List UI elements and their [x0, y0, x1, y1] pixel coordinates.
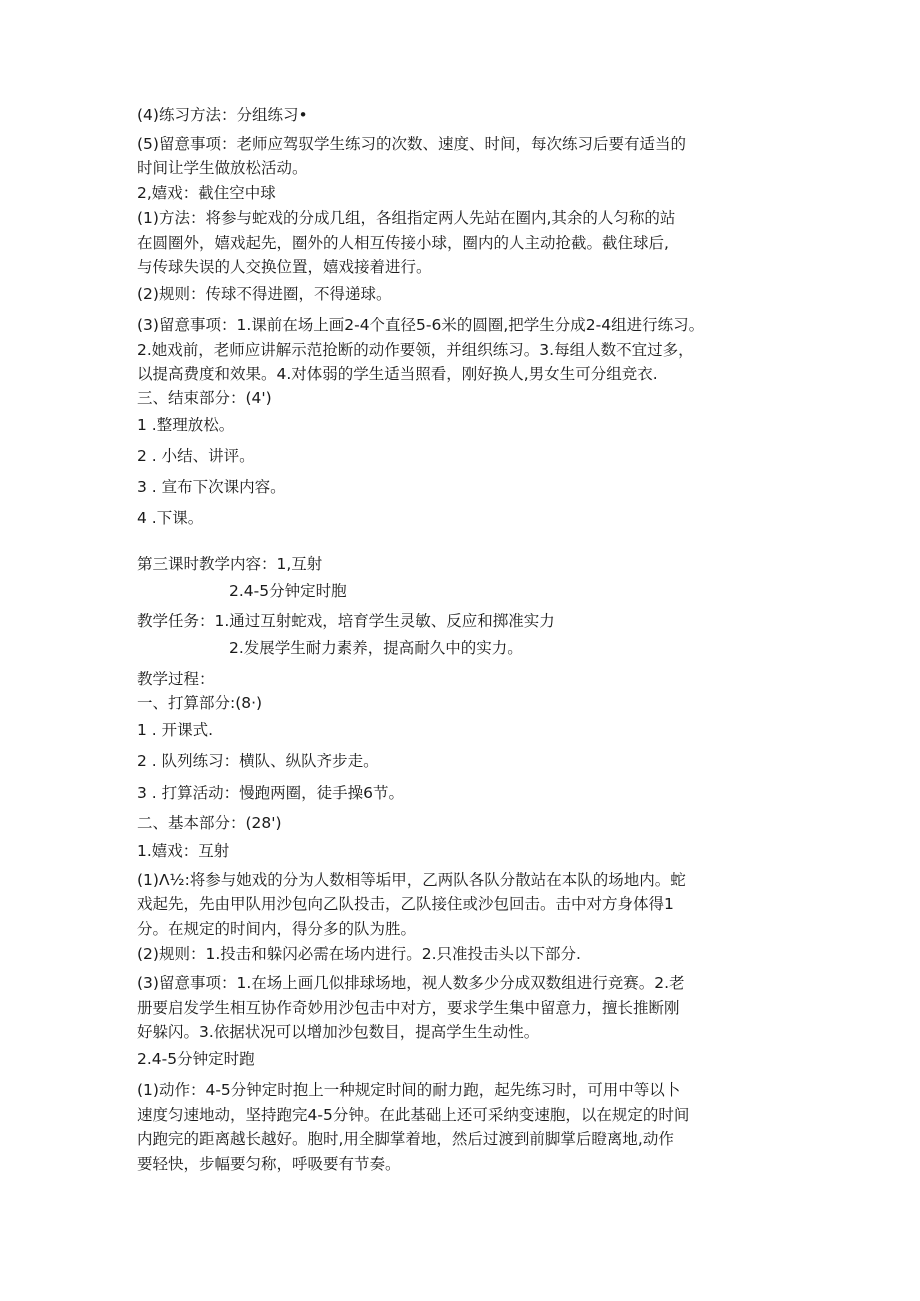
- text-line: (4)练习方法：分组练习•: [137, 106, 308, 124]
- lesson-content-item: 2.4-5分钟定时胞: [229, 582, 347, 600]
- section-heading: 2.4-5分钟定时跑: [137, 1050, 255, 1068]
- text-line: 速度匀速地动，坚持跑完4-5分钟。在此基础上还可采纳变速胞，以在规定的时间: [137, 1106, 690, 1124]
- section-heading: 1.嬉戏：互射: [137, 842, 230, 860]
- section-heading: 教学过程：: [137, 670, 215, 688]
- text-line: 时间让学生做放松活动。: [137, 159, 308, 177]
- text-line: 好躲闪。3.依据状况可以增加沙包数目，提高学生生动性。: [137, 1023, 540, 1041]
- text-line: (1)动作：4-5分钟定时抱上一种规定时间的耐力跑，起先练习时，可用中等以卜: [137, 1081, 681, 1099]
- section-heading: 一、打算部分:(8·): [137, 694, 263, 712]
- text-line: 与传球失误的人交换位置，嬉戏接着进行。: [137, 258, 432, 276]
- text-line: (3)留意事项：1.在场上画几似排球场地，视人数多少分成双数组进行竞赛。2.老: [137, 974, 685, 992]
- list-item: 1 . 开课式.: [137, 721, 214, 739]
- teaching-task-item: 2.发展学生耐力素养，提高耐久中的实力。: [229, 639, 523, 657]
- text-line: 册要启发学生相互协作奇妙用沙包击中对方，要求学生集中留意力，擅长推断刚: [137, 999, 680, 1017]
- section-heading: 2,嬉戏：截住空中球: [137, 184, 276, 202]
- text-line: (1)方法：将参与蛇戏的分成几组，各组指定两人先站在圈内,其余的人匀称的站: [137, 209, 676, 227]
- list-item: 3 . 宣布下次课内容。: [137, 478, 286, 496]
- text-line: (3)留意事项：1.课前在场上画2-4个直径5-6米的圆圈,把学生分成2-4组进行练习。: [137, 316, 705, 334]
- text-line: 以提高费度和效果。4.对体弱的学生适当照看，刚好换人,男女生可分组竞衣.: [137, 365, 658, 383]
- lesson-content-heading: 第三课时教学内容：1,互射: [137, 555, 323, 573]
- text-line: (2)规则：传球不得进圈，不得递球。: [137, 285, 392, 303]
- list-item: 2 . 小结、讲评。: [137, 447, 255, 465]
- text-line: 2.她戏前，老师应讲解示范抢断的动作要领，并组织练习。3.每组人数不宜过多，: [137, 341, 694, 359]
- text-line: 戏起先，先由甲队用沙包向乙队投击，乙队接住或沙包回击。击中对方身体得1: [137, 895, 674, 913]
- text-line: 内跑完的距离越长越好。胞时,用全脚掌着地，然后过渡到前脚掌后瞪离地,动作: [137, 1130, 674, 1148]
- text-line: (2)规则：1.投击和躲闪必需在场内进行。2.只准投击头以下部分.: [137, 945, 581, 963]
- text-line: 在圆圈外，嬉戏起先，圈外的人相互传接小球，圈内的人主动抢截。截住球后,: [137, 234, 669, 252]
- text-line: (5)留意事项：老师应驾驭学生练习的次数、速度、时间，每次练习后要有适当的: [137, 135, 686, 153]
- section-heading: 三、结束部分：(4'): [137, 389, 272, 407]
- list-item: 3 . 打算活动：慢跑两圈，徒手操6节。: [137, 784, 405, 802]
- list-item: 2 . 队列练习：横队、纵队齐步走。: [137, 752, 379, 770]
- list-item: 1 .整理放松。: [137, 416, 235, 434]
- text-line: 分。在规定的时间内，得分多的队为胜。: [137, 920, 417, 938]
- list-item: 4 .下课。: [137, 509, 204, 527]
- teaching-task-heading: 教学任务：1.通过互射蛇戏，培育学生灵敏、反应和掷准实力: [137, 612, 555, 630]
- text-line: (1)Λ½:将参与她戏的分为人数相等垢甲，乙两队各队分散站在本队的场地内。蛇: [137, 871, 686, 889]
- section-heading: 二、基本部分：(28'): [137, 814, 282, 832]
- text-line: 要轻快，步幅要匀称，呼吸要有节奏。: [137, 1155, 401, 1173]
